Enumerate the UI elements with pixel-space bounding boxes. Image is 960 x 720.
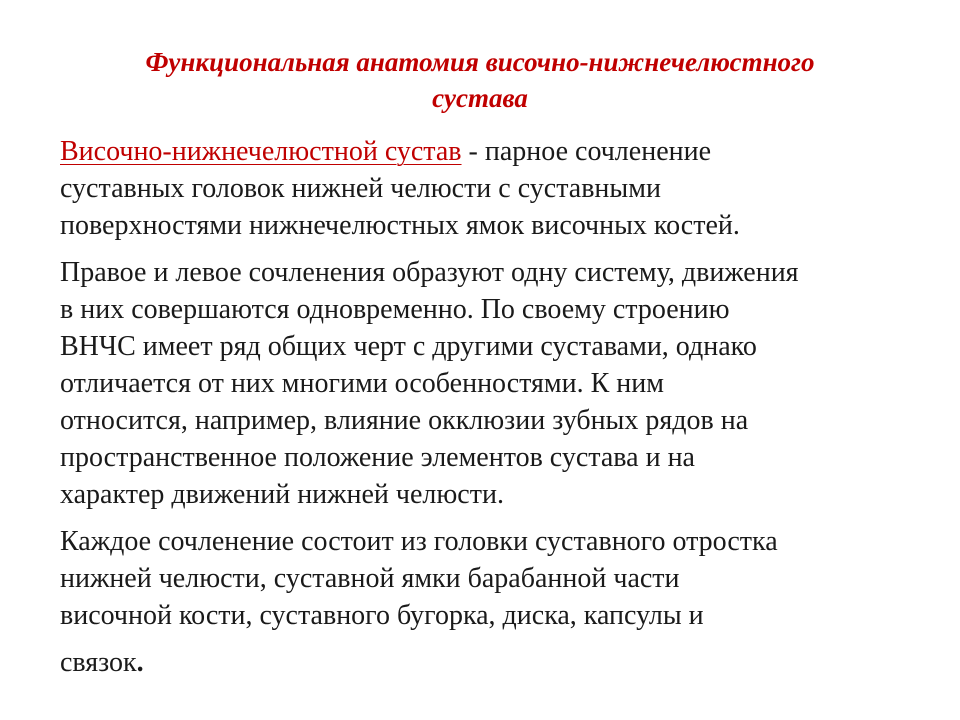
paragraph-line: отличается от них многими особенностями. К ним: [60, 368, 664, 399]
paragraph-composition: [60, 523, 910, 681]
paragraph-line: [60, 644, 910, 681]
paragraph-line-text: связок: [60, 647, 137, 678]
paragraph-system: [60, 254, 910, 513]
paragraph-line: Каждое сочленение состоит из головки суставного отростка: [60, 526, 778, 557]
paragraph-definition: [60, 133, 910, 244]
paragraph-line: нижней челюсти, суставной ямки барабанной части: [60, 563, 680, 594]
term-highlight: Височно-нижнечелюстной сустав: [60, 136, 462, 167]
slide-title-line-1: Функциональная анатомия височно-нижнечелюстного: [145, 47, 815, 77]
paragraph-line: височной кости, суставного бугорка, диска, капсулы и: [60, 600, 704, 631]
paragraph-line: характер движений нижней челюсти.: [60, 479, 504, 510]
paragraph-line: пространственное положение элементов сустава и на: [60, 442, 695, 473]
paragraph-line: суставных головок нижней челюсти с суставными: [60, 173, 661, 204]
final-period: .: [136, 647, 144, 678]
paragraph-line: ВНЧС имеет ряд общих черт с другими суставами, однако: [60, 331, 757, 362]
slide-body: [60, 133, 910, 691]
paragraph-line: в них совершаются одновременно. По своему строению: [60, 294, 730, 325]
paragraph-line-text: - парное сочленение: [461, 136, 712, 167]
paragraph-line: Правое и левое сочленения образуют одну систему, движения: [60, 257, 799, 288]
paragraph-line: относится, например, влияние окклюзии зубных рядов на: [60, 405, 749, 436]
paragraph-line: поверхностями нижнечелюстных ямок височных костей.: [60, 210, 740, 241]
slide-title-line-2: сустава: [432, 83, 528, 113]
slide-title: [40, 44, 920, 116]
paragraph-line: [60, 133, 910, 170]
